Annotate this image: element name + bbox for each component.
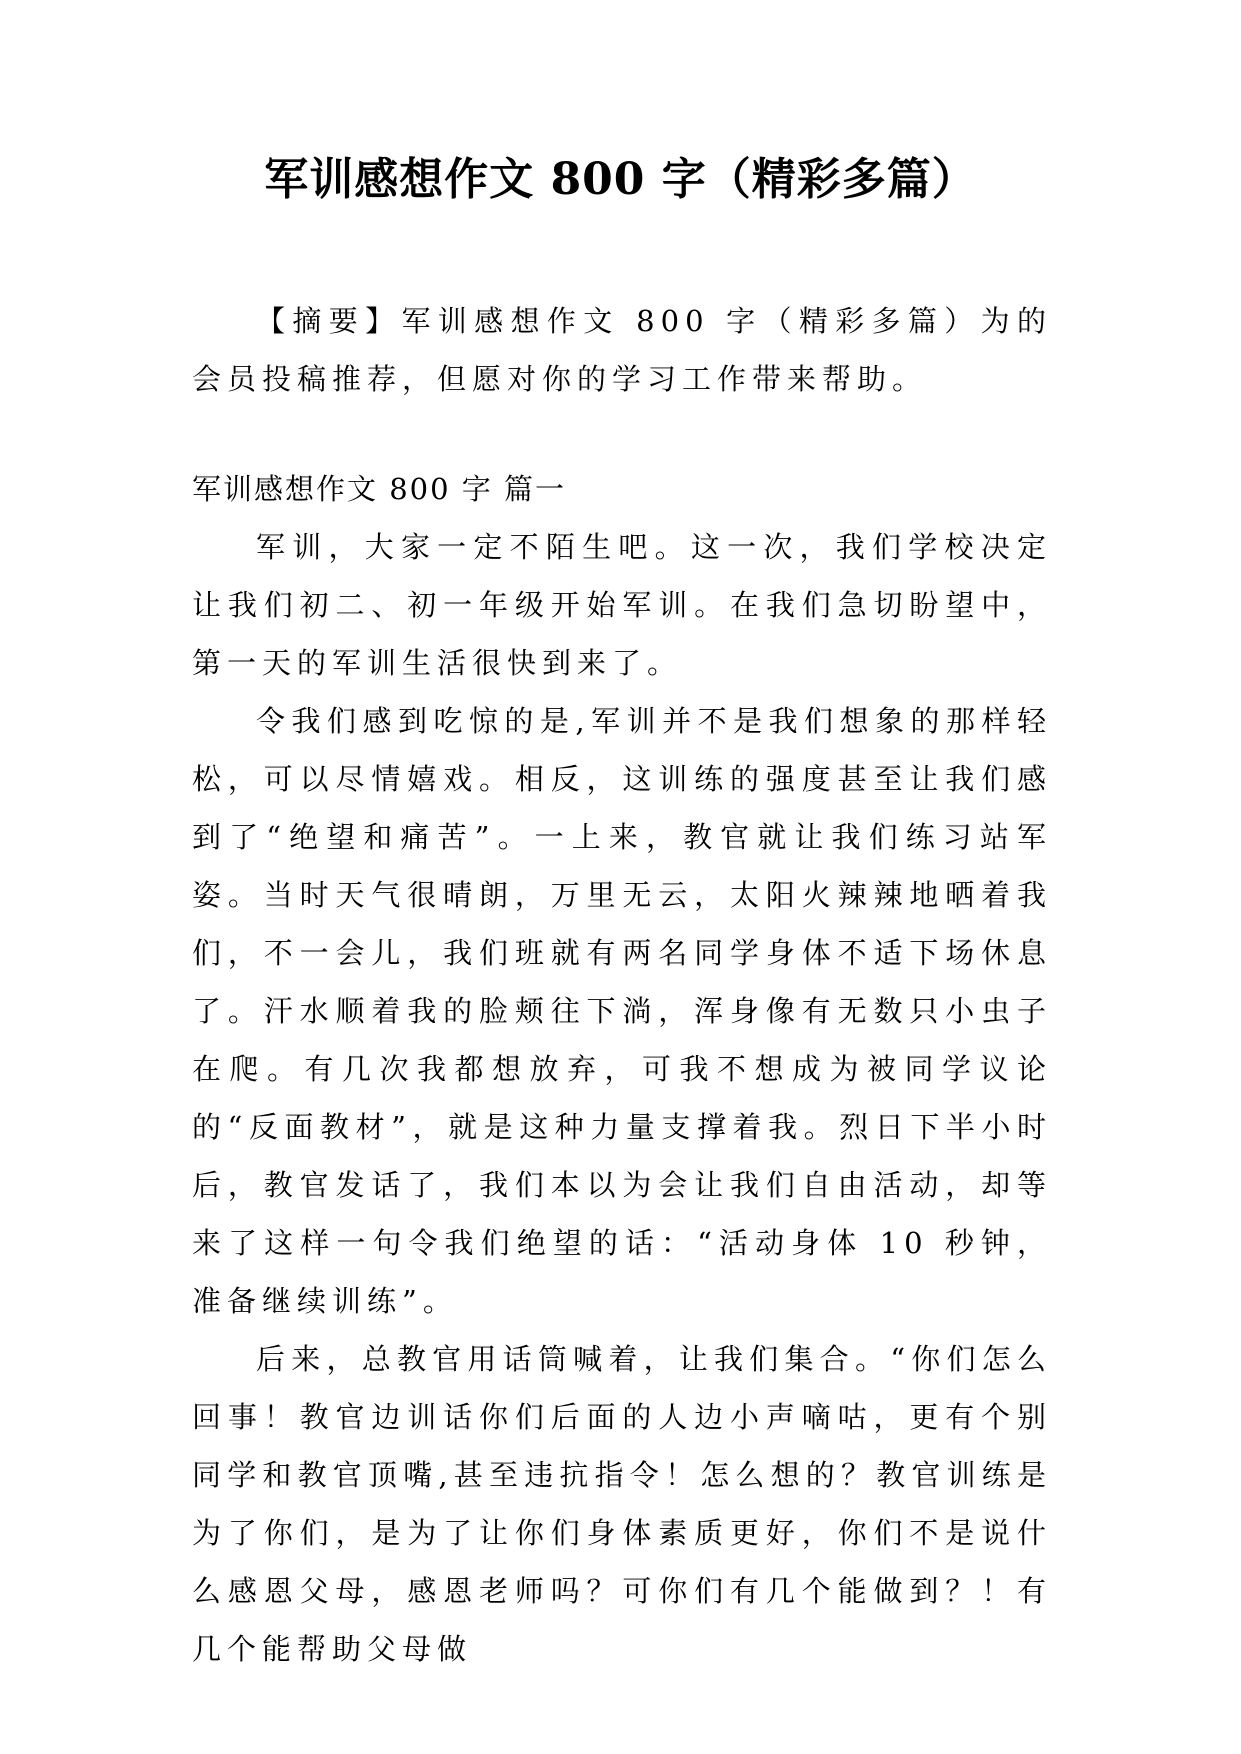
document-title: 军训感想作文 800 字（精彩多篇）	[264, 154, 977, 205]
document-body	[192, 292, 1052, 1678]
body-paragraph: 军训，大家一定不陌生吧。这一次，我们学校决定让我们初二、初一年级开始军训。在我们急切盼望中，第一天的军训生活很快到来了。	[192, 530, 1052, 680]
body-paragraph: 令我们感到吃惊的是,军训并不是我们想象的那样轻松，可以尽情嬉戏。相反，这训练的强度甚至让我们感到了“绝望和痛苦”。一上来，教官就让我们练习站军姿。当时天气很晴朗，万里无云，太阳火辣辣地晒着我们，不一会儿，我们班就有两名同学身体不适下场休息了。汗水顺着我的脸颊往下淌，浑身像有无数只小虫子在爬。有几次我都想放弃，可我不想成为被同学议论的“反面教材”，就是这种力量支撑着我。烈日下半小时后，教官发话了，我们本以为会让我们自由活动，却等来了这样一句令我们绝望的话：“活动身体 10 秒钟，准备继续训练”。	[192, 704, 1052, 1318]
abstract-paragraph: 【摘要】军训感想作文 800 字（精彩多篇）为的会员投稿推荐，但愿对你的学习工作带来帮助。	[192, 304, 1052, 396]
body-paragraph: 后来，总教官用话筒喊着，让我们集合。“你们怎么回事！教官边训话你们后面的人边小声嘀咕，更有个别同学和教官顶嘴,甚至违抗指令！怎么想的？教官训练是为了你们，是为了让你们身体素质更好，你们不是说什么感恩父母，感恩老师吗？可你们有几个能做到？！有几个能帮助父母做	[192, 1342, 1052, 1666]
section-heading: 军训感想作文 800 字 篇一	[192, 472, 567, 506]
